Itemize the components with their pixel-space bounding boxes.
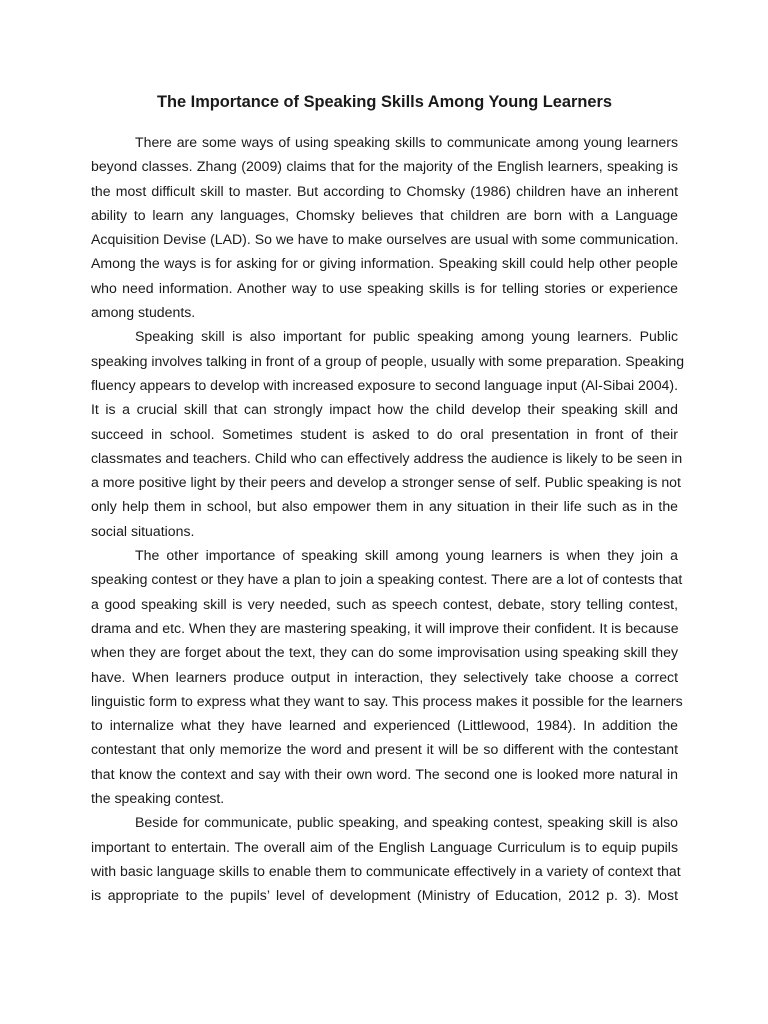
paragraph-line: that know the context and say with their own word. The second one is looked more natural in xyxy=(91,765,678,782)
paragraph-line: The other importance of speaking skill among young learners is when they join a xyxy=(135,547,678,564)
paragraph-line: There are some ways of using speaking skills to communicate among young learners xyxy=(135,134,678,150)
paragraph-line: speaking contest or they have a plan to join a speaking contest. There are a lot of contests that xyxy=(91,571,683,588)
paragraph-line: who need information. Another way to use speaking skills is for telling stories or experience xyxy=(91,279,678,296)
paragraph-1 xyxy=(91,130,678,324)
paragraph-line: only help them in school, but also empower them in any situation in their life such as in the xyxy=(91,498,678,515)
paragraph-line: classmates and teachers. Child who can effectively address the audience is likely to be seen in xyxy=(91,449,683,466)
paragraph-line: a good speaking skill is very needed, such as speech contest, debate, story telling contest, xyxy=(91,595,678,612)
paragraph-line: to internalize what they have learned and experienced (Littlewood, 1984). In addition the xyxy=(91,717,678,734)
paragraph-line: the most difficult skill to master. But according to Chomsky (1986) children have an inherent xyxy=(91,182,678,199)
paragraph-3 xyxy=(91,543,683,810)
paragraph-line: when they are forget about the text, they can do some improvisation using speaking skill they xyxy=(91,644,678,661)
paragraph-line: important to entertain. The overall aim of the English Language Curriculum is to equip pupils xyxy=(91,838,678,855)
paragraph-line: Beside for communicate, public speaking, and speaking contest, speaking skill is also xyxy=(135,814,678,831)
paragraph-line: have. When learners produce output in interaction, they selectively take choose a correct xyxy=(91,668,678,685)
paragraph-line: contestant that only memorize the word and present it will be so different with the contestant xyxy=(91,741,678,758)
paragraph-line: succeed in school. Sometimes student is asked to do oral presentation in front of their xyxy=(91,425,678,442)
paragraph-line: with basic language skills to enable them to communicate effectively in a variety of context that xyxy=(91,862,681,879)
paragraph-line: a more positive light by their peers and develop a stronger sense of self. Public speaking is not xyxy=(91,474,681,491)
paragraph-line: Speaking skill is also important for public speaking among young learners. Public xyxy=(135,328,678,345)
paragraph-line: fluency appears to develop with increased exposure to second language input (Al-Sibai 2004). xyxy=(91,376,678,393)
paragraph-line: beyond classes. Zhang (2009) claims that for the majority of the English learners, speaking is xyxy=(91,158,678,175)
paragraph-line: It is a crucial skill that can strongly impact how the child develop their speaking skill and xyxy=(91,401,678,418)
paragraph-line: social situations. xyxy=(91,522,195,539)
paragraph-line: among students. xyxy=(91,304,196,321)
document-title: The Importance of Speaking Skills Among Young Learners xyxy=(156,93,613,111)
paragraph-line: Acquisition Devise (LAD). So we have to make ourselves are usual with some communication. xyxy=(91,231,679,248)
paragraph-line: the speaking contest. xyxy=(91,790,225,807)
paragraph-line: linguistic form to express what they want to say. This process makes it possible for the learners xyxy=(91,692,683,709)
paragraph-line: speaking involves talking in front of a group of people, usually with some preparation. Speaking xyxy=(91,352,685,369)
paragraph-line: ability to learn any languages, Chomsky believes that children are born with a Language xyxy=(91,206,678,223)
paragraph-2 xyxy=(91,324,685,543)
paragraph-4 xyxy=(91,810,681,907)
paragraph-line: Among the ways is for asking for or giving information. Speaking skill could help other people xyxy=(91,255,678,272)
paragraph-line: is appropriate to the pupils’ level of development (Ministry of Education, 2012 p. 3). Most xyxy=(91,887,678,904)
paragraph-line: drama and etc. When they are mastering speaking, it will improve their confident. It is because xyxy=(91,619,679,636)
